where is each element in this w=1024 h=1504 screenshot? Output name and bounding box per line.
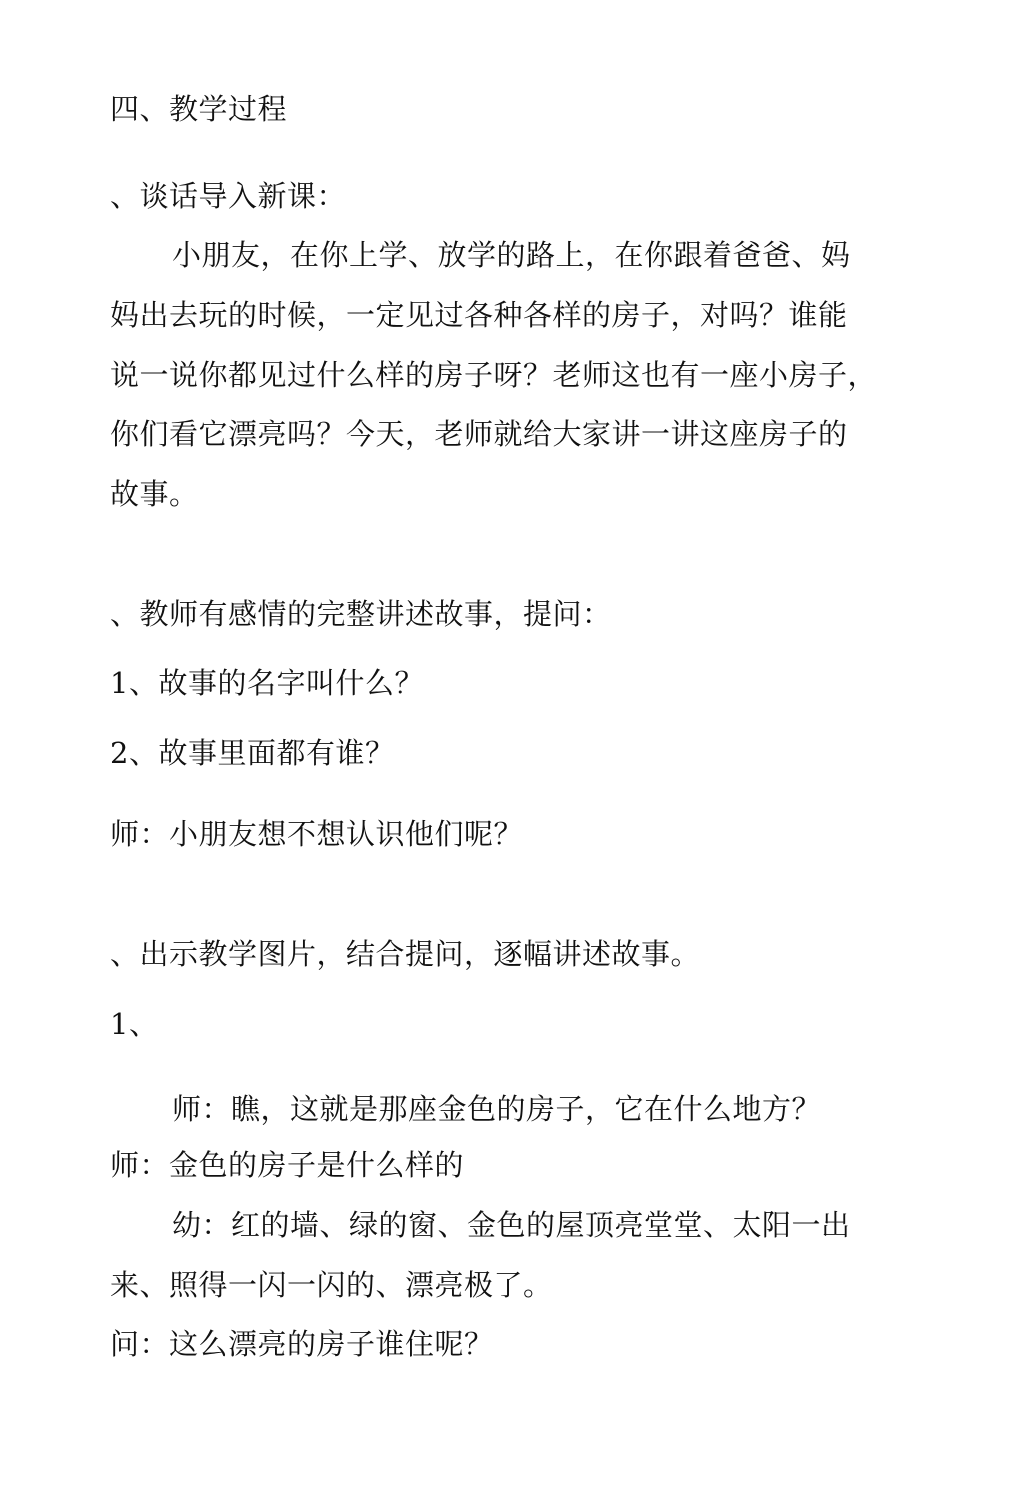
section-heading: 四、教学过程 xyxy=(110,92,288,126)
paragraph-line-4: 你们看它漂亮吗？今天，老师就给大家讲一讲这座房子的 xyxy=(110,417,848,451)
question-line: 问：这么漂亮的房子谁住呢？ xyxy=(110,1327,494,1361)
question-1: 1、故事的名字叫什么？ xyxy=(110,666,424,700)
child-answer-line-2: 来、照得一闪一闪的、漂亮极了。 xyxy=(110,1268,553,1302)
question-2: 2、故事里面都有谁？ xyxy=(110,736,395,770)
section1-title: 、谈话导入新课： xyxy=(110,179,347,213)
teacher-line-3: 师：金色的房子是什么样的 xyxy=(110,1148,465,1182)
paragraph-line-3: 说一说你都见过什么样的房子呀？老师这也有一座小房子， xyxy=(110,358,878,392)
paragraph-line-5: 故事。 xyxy=(110,477,199,511)
paragraph-line-2: 妈出去玩的时候，一定见过各种各样的房子，对吗？谁能 xyxy=(110,298,848,332)
item-1-marker: 1、 xyxy=(110,1007,159,1041)
paragraph-line-1: 小朋友，在你上学、放学的路上，在你跟着爸爸、妈 xyxy=(172,238,851,272)
teacher-line-2: 师：瞧，这就是那座金色的房子，它在什么地方？ xyxy=(172,1092,822,1126)
section3-title: 、出示教学图片，结合提问，逐幅讲述故事。 xyxy=(110,937,701,971)
teacher-line: 师：小朋友想不想认识他们呢？ xyxy=(110,817,524,851)
child-answer-line-1: 幼：红的墙、绿的窗、金色的屋顶亮堂堂、太阳一出 xyxy=(172,1208,851,1242)
section2-title: 、教师有感情的完整讲述故事，提问： xyxy=(110,597,612,631)
